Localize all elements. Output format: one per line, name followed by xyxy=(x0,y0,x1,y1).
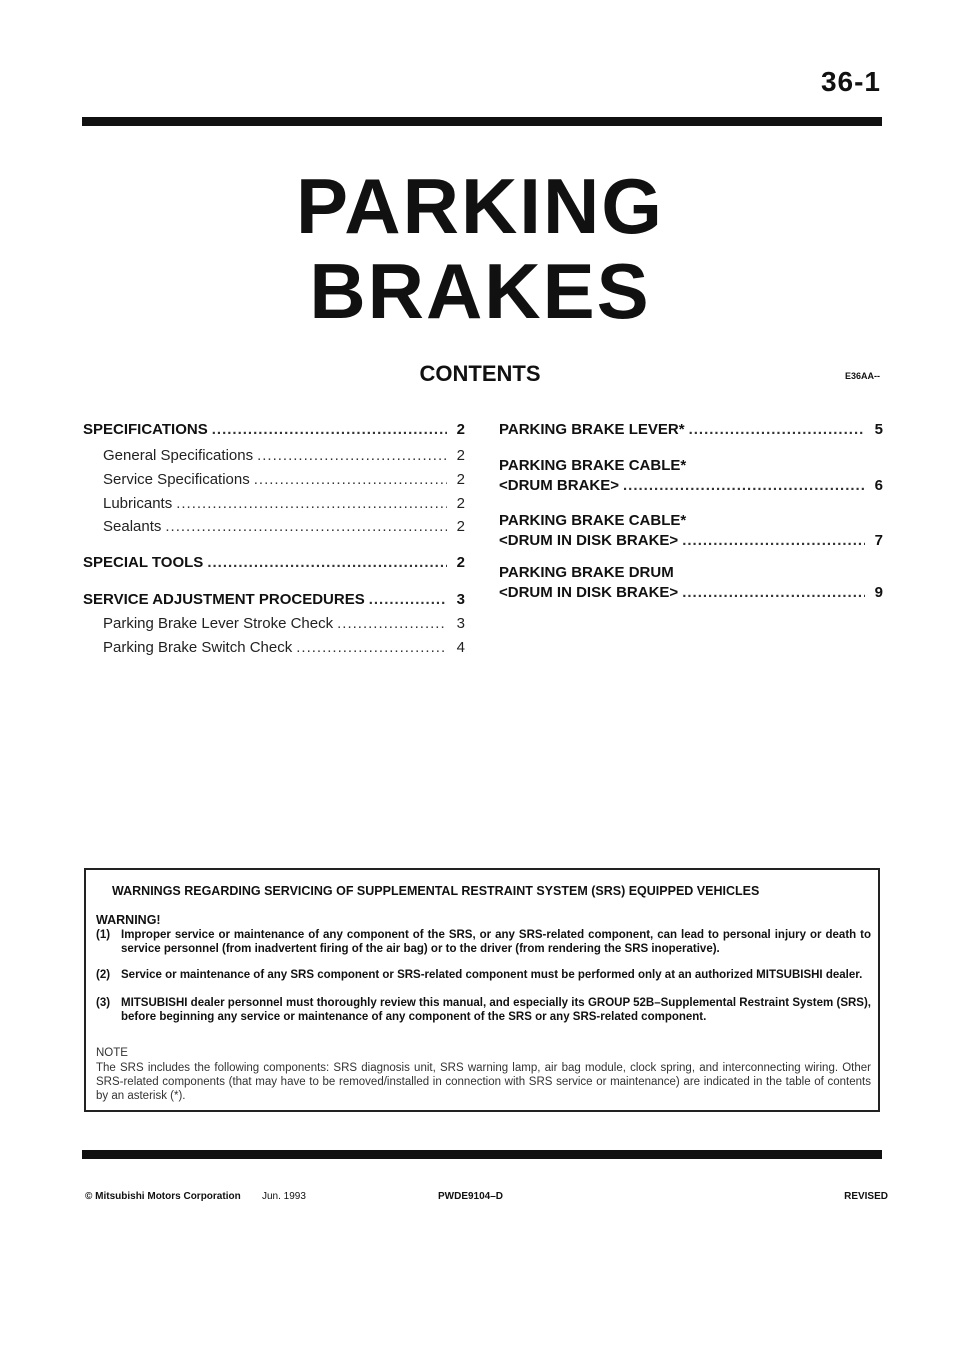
toc-entry-sealants[interactable] xyxy=(103,518,465,535)
toc-entry-page: 2 xyxy=(456,554,465,571)
toc-entry-lubricants[interactable] xyxy=(103,495,465,512)
title-line-2: BRAKES xyxy=(309,247,651,335)
warning-item-text: Improper service or maintenance of any component of the SRS, or any SRS-related component, can lead to personal injury or death to service personnel (from inadvertent firing of the air bag) or to the driver (from rendering the SRS inoperative). xyxy=(121,929,871,955)
leader-dots xyxy=(165,518,447,535)
toc-entry-page: 6 xyxy=(874,477,883,494)
warning-item-1 xyxy=(96,928,871,956)
toc-entry-label: <DRUM IN DISK BRAKE> xyxy=(499,532,679,549)
warning-item-number: (1) xyxy=(96,929,111,941)
toc-entry-page: 5 xyxy=(874,421,883,438)
warning-item-number: (2) xyxy=(96,969,111,981)
footer-publication-code: PWDE9104–D xyxy=(438,1191,504,1202)
warning-label: WARNING! xyxy=(96,913,161,927)
toc-entry-cable-drum-in-disk[interactable] xyxy=(499,532,883,549)
warning-item-number: (3) xyxy=(96,997,111,1009)
section-code: E36AA-- xyxy=(845,371,881,381)
warning-item-2 xyxy=(96,968,871,982)
warning-item-text: MITSUBISHI dealer personnel must thoroughly review this manual, and especially its GROUP 52B–Supplemental Restraint System (SRS), before beginning any service or maintenance of any component of the SRS or any SRS-related component. xyxy=(121,997,871,1023)
leader-dots xyxy=(682,532,865,549)
toc-entry-page: 4 xyxy=(456,639,465,656)
toc-entry-label: Lubricants xyxy=(103,495,173,512)
toc-entry-label: Service Specifications xyxy=(103,471,250,488)
footer-date: Jun. 1993 xyxy=(262,1191,306,1202)
toc-entry-service-adjustment[interactable] xyxy=(83,591,465,608)
note-label: NOTE xyxy=(96,1047,128,1059)
toc-entry-specifications[interactable] xyxy=(83,421,465,438)
toc-entry-general-specifications[interactable] xyxy=(103,447,465,464)
warning-item-text: Service or maintenance of any SRS component or SRS-related component must be performed only at an authorized MITSUBISHI dealer. xyxy=(121,969,863,981)
toc-entry-page: 3 xyxy=(456,591,465,608)
page-number: 36-1 xyxy=(820,66,881,97)
leader-dots xyxy=(682,584,865,601)
toc-entry-label: SPECIAL TOOLS xyxy=(83,554,204,571)
toc-entry-label: PARKING BRAKE LEVER* xyxy=(499,421,685,438)
toc-entry-lever-stroke-check[interactable] xyxy=(103,615,465,632)
toc-entry-page: 2 xyxy=(456,471,465,488)
toc-entry-cable-drum[interactable] xyxy=(499,477,883,494)
leader-dots xyxy=(623,477,865,494)
title-line-1: PARKING xyxy=(296,162,664,250)
leader-dots xyxy=(337,615,447,632)
bottom-rule xyxy=(82,1150,882,1159)
toc-entry-special-tools[interactable] xyxy=(83,554,465,571)
toc-entry-label: Sealants xyxy=(103,518,162,535)
toc-entry-page: 9 xyxy=(874,584,883,601)
footer-revision-status: REVISED xyxy=(844,1191,888,1202)
toc-entry-switch-check[interactable] xyxy=(103,639,465,656)
toc-entry-cable-drum-in-disk-title[interactable]: PARKING BRAKE CABLE* xyxy=(499,512,687,529)
toc-entry-page: 2 xyxy=(456,518,465,535)
toc-entry-cable-drum-title[interactable]: PARKING BRAKE CABLE* xyxy=(499,457,687,474)
toc-entry-brake-drum[interactable] xyxy=(499,584,883,601)
toc-entry-label: General Specifications xyxy=(103,447,254,464)
toc-entry-label: <DRUM BRAKE> xyxy=(499,477,620,494)
leader-dots xyxy=(369,591,447,608)
toc-entry-label: Parking Brake Lever Stroke Check xyxy=(103,615,334,632)
warning-heading: WARNINGS REGARDING SERVICING OF SUPPLEMENTAL RESTRAINT SYSTEM (SRS) EQUIPPED VEHICLES xyxy=(112,884,760,898)
toc-entry-page: 2 xyxy=(456,421,465,438)
note-text: The SRS includes the following components: SRS diagnosis unit, SRS warning lamp, air bag module, clock spring, and interconnecting wiring. Other SRS-related components (that may have to be removed/installed in connection with SRS service or maintenance) are indicated in the table of contents by an asterisk (*). xyxy=(96,1062,871,1102)
toc-entry-label: SPECIFICATIONS xyxy=(83,421,208,438)
leader-dots xyxy=(207,554,447,571)
toc-entry-label: <DRUM IN DISK BRAKE> xyxy=(499,584,679,601)
leader-dots xyxy=(254,471,447,488)
leader-dots xyxy=(176,495,447,512)
toc-entry-parking-brake-lever[interactable] xyxy=(499,421,883,438)
toc-entry-brake-drum-title[interactable]: PARKING BRAKE DRUM xyxy=(499,564,674,581)
toc-entry-page: 3 xyxy=(456,615,465,632)
leader-dots xyxy=(689,421,865,438)
toc-entry-label: Parking Brake Switch Check xyxy=(103,639,293,656)
toc-entry-page: 2 xyxy=(456,447,465,464)
top-rule xyxy=(82,117,882,126)
toc-entry-label: SERVICE ADJUSTMENT PROCEDURES xyxy=(83,591,365,608)
footer-copyright: © Mitsubishi Motors Corporation xyxy=(85,1191,241,1202)
leader-dots xyxy=(296,639,447,656)
toc-entry-service-specifications[interactable] xyxy=(103,471,465,488)
leader-dots xyxy=(212,421,447,438)
toc-entry-page: 2 xyxy=(456,495,465,512)
toc-entry-page: 7 xyxy=(874,532,883,549)
contents-heading: CONTENTS xyxy=(419,361,541,386)
warning-item-3 xyxy=(96,996,871,1024)
leader-dots xyxy=(257,447,447,464)
